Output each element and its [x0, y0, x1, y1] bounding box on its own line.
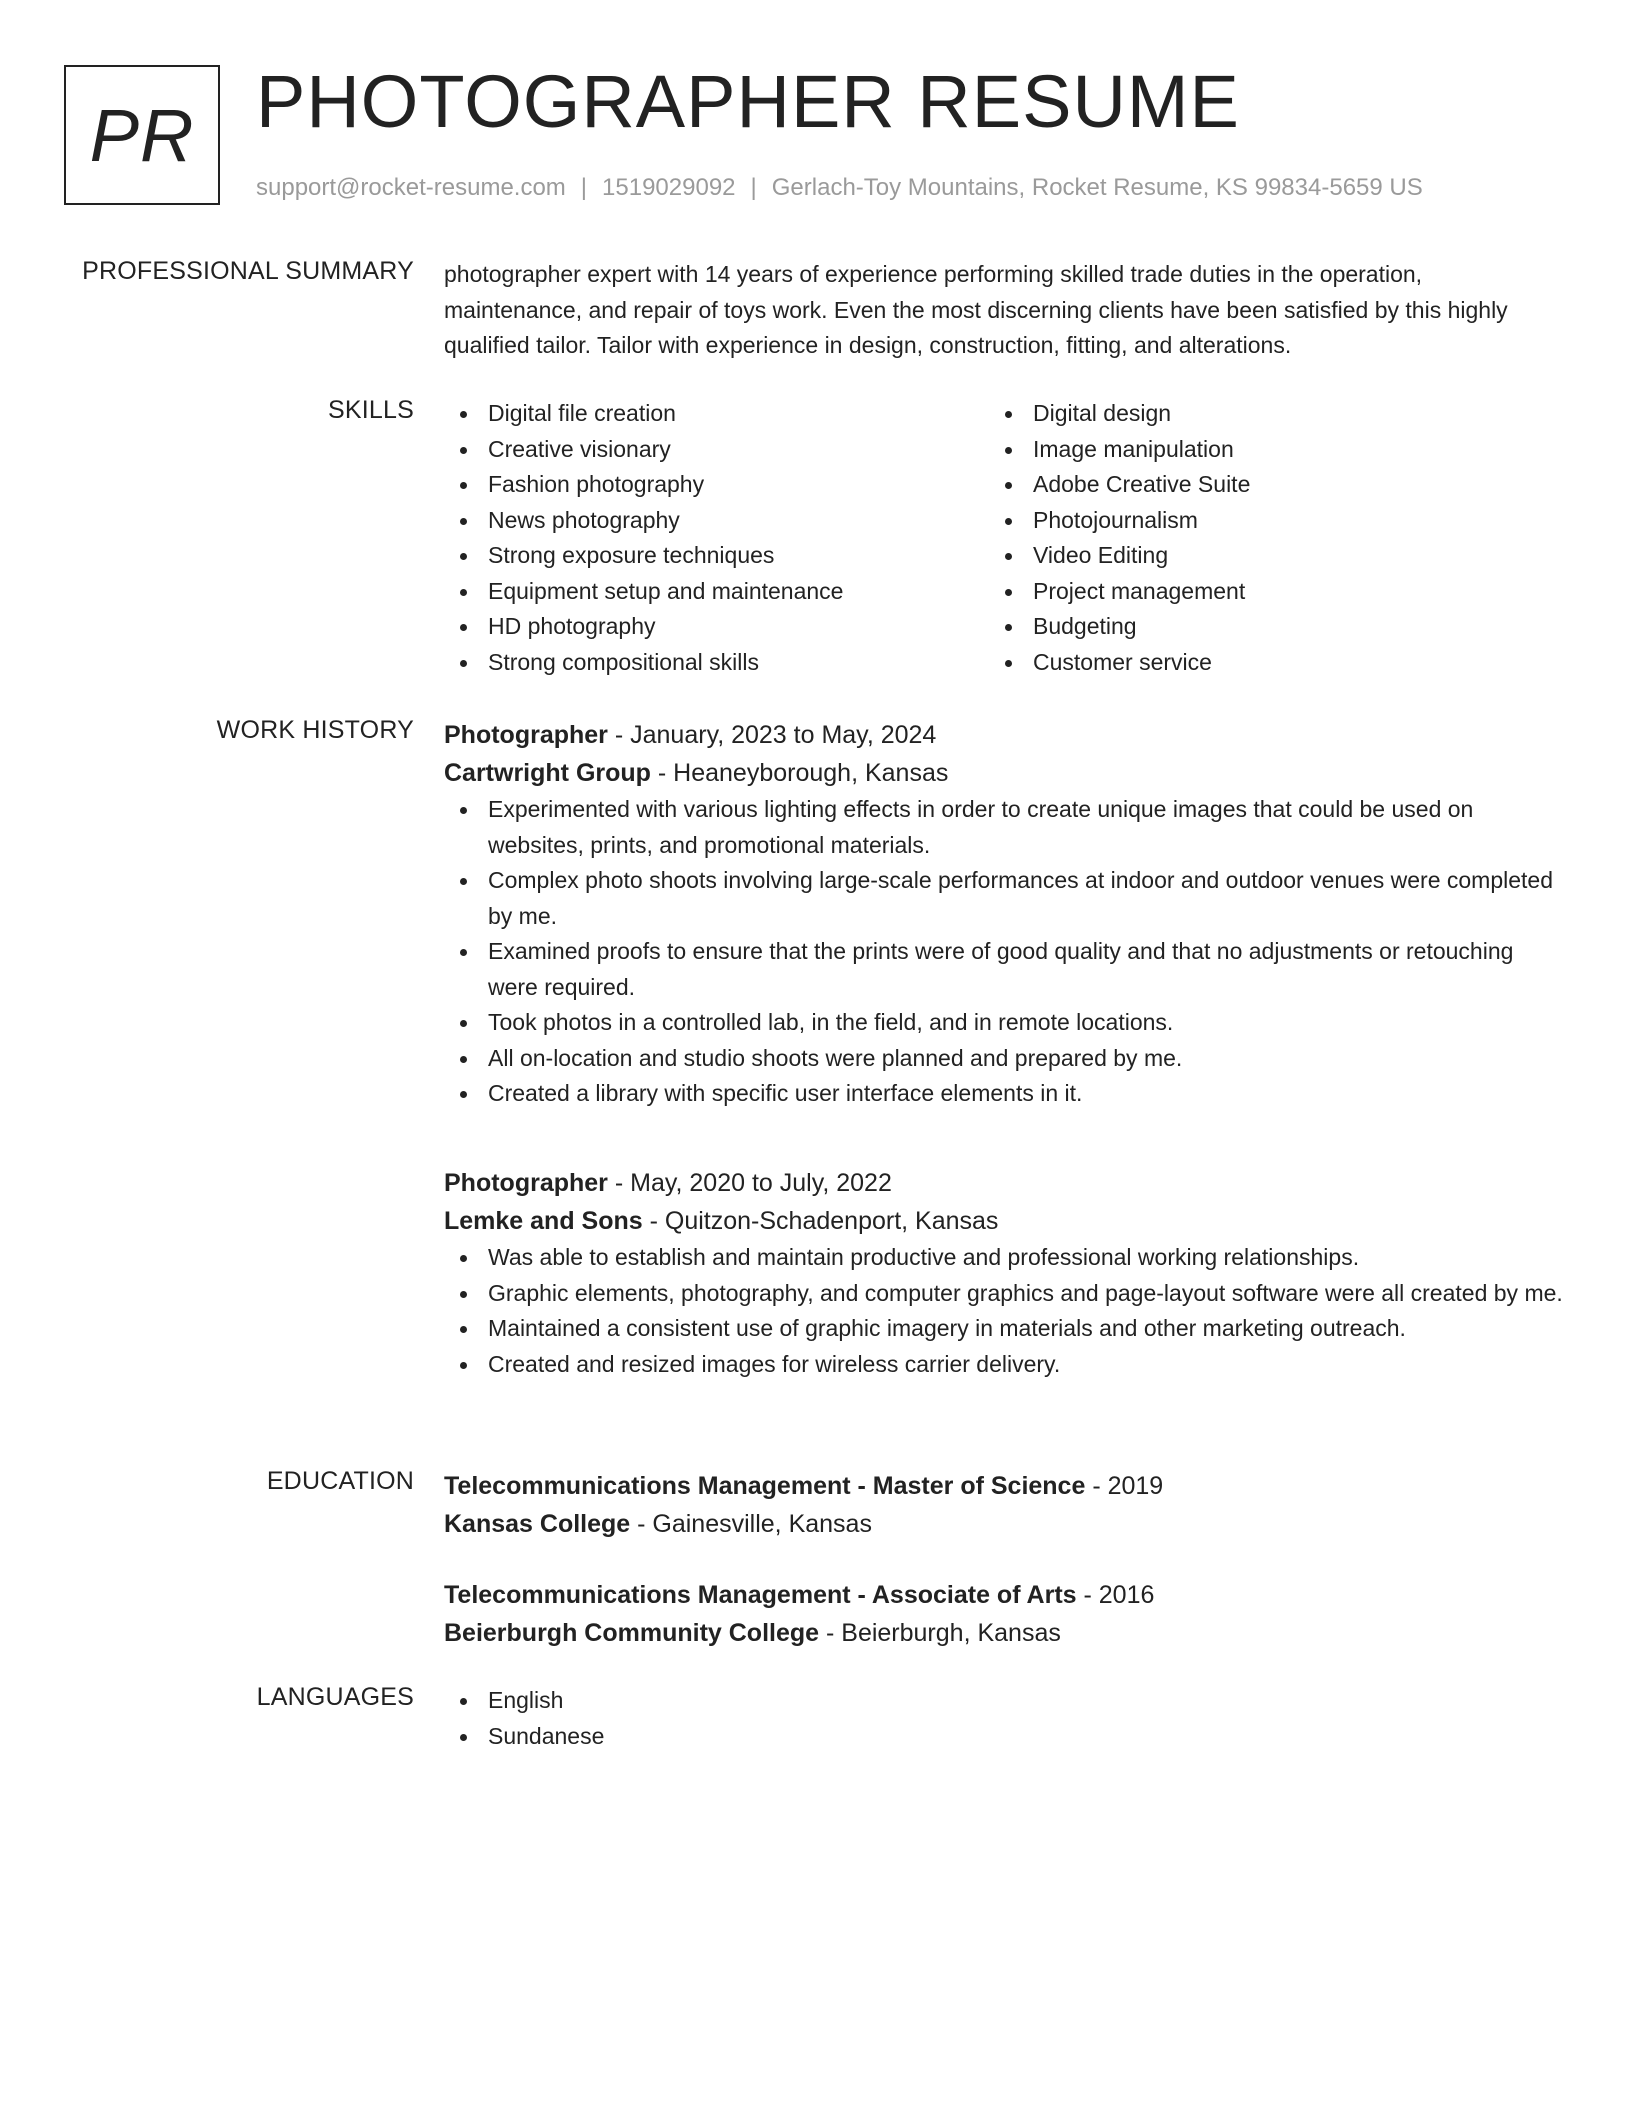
job-dates: - January, 2023 to May, 2024 [607, 721, 937, 749]
skill-item: Budgeting [989, 609, 1534, 645]
skill-item: Digital file creation [444, 396, 989, 432]
job-bullets [444, 1240, 1564, 1382]
job-bullet: Maintained a consistent use of graphic imagery in materials and other marketing outreach. [444, 1311, 1564, 1347]
resume-header [64, 60, 1564, 215]
job-title-line [444, 1164, 1564, 1202]
resume-title: PHOTOGRAPHER RESUME [256, 60, 1240, 143]
skills-content [444, 396, 1564, 680]
school-location: - Gainesville, Kansas [630, 1510, 872, 1538]
job-bullet: Was able to establish and maintain productive and professional working relationships. [444, 1240, 1564, 1276]
graduation-year: - 2016 [1076, 1581, 1155, 1609]
job-entry [444, 1164, 1564, 1382]
degree-line [444, 1467, 1564, 1505]
job-title: Photographer [444, 1169, 608, 1197]
skill-item: Photojournalism [989, 503, 1534, 539]
degree: Telecommunications Management - Master of Science [444, 1472, 1086, 1500]
skill-item: Customer service [989, 645, 1534, 681]
skill-item: Equipment setup and maintenance [444, 574, 989, 610]
job-company: Cartwright Group [444, 759, 651, 787]
job-bullet: Experimented with various lighting effects in order to create unique images that could be used on websites, prints, and promotional materials. [444, 792, 1564, 863]
job-bullet: All on-location and studio shoots were planned and prepared by me. [444, 1041, 1564, 1077]
section-label-summary: PROFESSIONAL SUMMARY [82, 257, 414, 285]
school-line [444, 1505, 1564, 1543]
job-location: - Heaneyborough, Kansas [650, 759, 949, 787]
degree: Telecommunications Management - Associate of Arts [444, 1581, 1077, 1609]
school: Kansas College [444, 1510, 631, 1538]
languages-list [444, 1683, 1564, 1754]
skills-column-1 [444, 396, 989, 680]
job-bullet: Created a library with specific user interface elements in it. [444, 1076, 1564, 1112]
summary-text: photographer expert with 14 years of experience performing skilled trade duties in the operation, maintenance, and repair of toys work. Even the most discerning clients have been satisfied by this highly qualified tailor. Tailor with experience in design, construction, fitting, and alterations. [444, 261, 1508, 358]
contact-separator: | [580, 174, 588, 201]
job-bullets [444, 792, 1564, 1112]
contact-address: Gerlach-Toy Mountains, Rocket Resume, KS 99834-5659 US [771, 174, 1423, 201]
section-label-work-history: WORK HISTORY [216, 716, 414, 744]
contact-line [256, 174, 1423, 202]
section-label-skills: SKILLS [328, 396, 414, 424]
job-company: Lemke and Sons [444, 1207, 643, 1235]
school-location: - Beierburgh, Kansas [819, 1619, 1061, 1647]
job-bullet: Took photos in a controlled lab, in the field, and in remote locations. [444, 1005, 1564, 1041]
skill-item: News photography [444, 503, 989, 539]
job-bullet: Created and resized images for wireless carrier delivery. [444, 1347, 1564, 1383]
job-bullet: Graphic elements, photography, and computer graphics and page-layout software were all created by me. [444, 1276, 1564, 1312]
skill-item: Fashion photography [444, 467, 989, 503]
school-line [444, 1614, 1564, 1652]
skill-item: Video Editing [989, 538, 1534, 574]
summary-content [444, 257, 1564, 364]
contact-separator: | [750, 174, 757, 201]
job-title-line [444, 716, 1564, 754]
job-location: - Quitzon-Schadenport, Kansas [642, 1207, 999, 1235]
graduation-year: - 2019 [1085, 1472, 1164, 1500]
languages-content [444, 1683, 1564, 1754]
skill-item: Adobe Creative Suite [989, 467, 1534, 503]
skill-item: Creative visionary [444, 432, 989, 468]
skills-column-2 [989, 396, 1534, 680]
job-bullet: Examined proofs to ensure that the prints were of good quality and that no adjustments or retouching were required. [444, 934, 1564, 1005]
job-dates: - May, 2020 to July, 2022 [607, 1169, 892, 1197]
section-label-languages: LANGUAGES [256, 1683, 414, 1711]
job-company-line [444, 1202, 1564, 1240]
skill-item: HD photography [444, 609, 989, 645]
education-entry [444, 1467, 1564, 1543]
skill-item: Strong exposure techniques [444, 538, 989, 574]
degree-line [444, 1576, 1564, 1614]
education-entry [444, 1576, 1564, 1652]
skill-item: Digital design [989, 396, 1534, 432]
monogram-badge: PR [64, 65, 220, 205]
job-bullet: Complex photo shoots involving large-scale performances at indoor and outdoor venues were completed by me. [444, 863, 1564, 934]
contact-email[interactable]: support@rocket-resume.com [256, 174, 566, 201]
language-item: Sundanese [444, 1719, 1564, 1755]
skill-item: Image manipulation [989, 432, 1534, 468]
job-title: Photographer [444, 721, 608, 749]
skill-item: Project management [989, 574, 1534, 610]
contact-phone[interactable]: 1519029092 [602, 174, 736, 201]
job-company-line [444, 754, 1564, 792]
school: Beierburgh Community College [444, 1619, 820, 1647]
language-item: English [444, 1683, 1564, 1719]
section-label-education: EDUCATION [266, 1467, 414, 1495]
skill-item: Strong compositional skills [444, 645, 989, 681]
job-entry [444, 716, 1564, 1112]
